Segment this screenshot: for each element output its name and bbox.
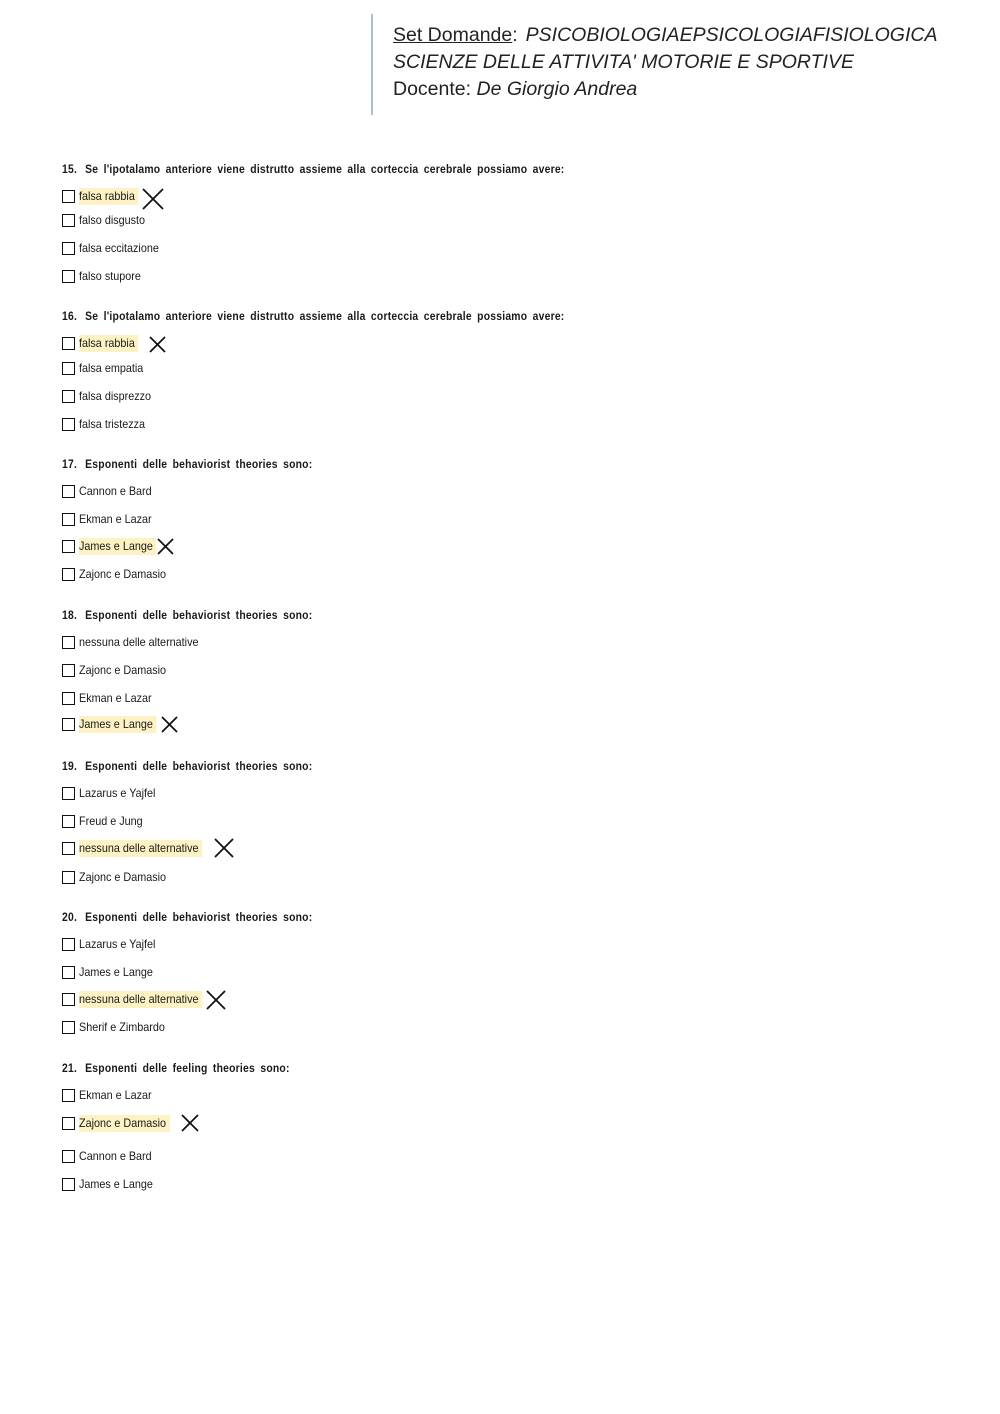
selected-answer-label: James e Lange	[79, 538, 156, 555]
question-number: 19.	[62, 761, 78, 773]
question-title	[62, 1063, 290, 1075]
checkbox-icon[interactable]	[62, 242, 75, 255]
answer-label: falsa eccitazione	[79, 240, 159, 255]
selected-answer-label: James e Lange	[79, 716, 156, 733]
question-number: 21.	[62, 1063, 78, 1075]
answer-label: falsa tristezza	[79, 416, 146, 431]
question-title	[62, 311, 564, 323]
question-number: 18.	[62, 610, 78, 622]
selected-answer-label: falsa rabbia	[79, 335, 138, 352]
checkbox-icon[interactable]	[62, 966, 75, 979]
question-text: Se l'ipotalamo anteriore viene distrutto assieme alla corteccia cerebrale possiamo avere:	[85, 164, 565, 176]
answer-option[interactable]	[62, 1174, 164, 1194]
checkbox-icon[interactable]	[62, 664, 75, 677]
answer-option[interactable]	[62, 838, 216, 858]
checkbox-icon[interactable]	[62, 1089, 75, 1102]
answer-option[interactable]	[62, 714, 165, 734]
question-number: 16.	[62, 311, 78, 323]
degree-title	[393, 49, 953, 76]
question-title	[62, 459, 312, 471]
answer-option[interactable]	[62, 1146, 163, 1166]
course-title-word: E	[679, 24, 693, 46]
answer-label: Lazarus e Yajfel	[79, 785, 156, 800]
answer-option[interactable]	[62, 783, 167, 803]
cross-mark-icon	[157, 538, 174, 555]
answer-option[interactable]	[62, 358, 153, 378]
answer-option[interactable]	[62, 210, 155, 230]
checkbox-icon[interactable]	[62, 568, 75, 581]
answer-label: Zajonc e Damasio	[79, 869, 167, 884]
answer-option[interactable]	[62, 660, 179, 680]
course-title	[526, 22, 938, 49]
answer-label: falsa disprezzo	[79, 388, 152, 403]
question-number: 20.	[62, 912, 78, 924]
checkbox-icon[interactable]	[62, 871, 75, 884]
question-number: 17.	[62, 459, 78, 471]
question-number: 15.	[62, 164, 78, 176]
course-title-word: PSICOBIOLOGIA	[525, 24, 680, 46]
checkbox-icon[interactable]	[62, 1150, 75, 1163]
checkbox-icon[interactable]	[62, 540, 75, 553]
cross-mark-icon	[161, 716, 178, 733]
question-title	[62, 761, 312, 773]
answer-option[interactable]	[62, 811, 153, 831]
header-divider	[371, 14, 373, 115]
answer-label: Sherif e Zimbardo	[79, 1019, 165, 1034]
selected-answer-label: nessuna delle alternative	[79, 840, 202, 857]
set-label: Set Domande	[393, 24, 513, 46]
answer-label: Cannon e Bard	[79, 483, 152, 498]
answer-label: falso stupore	[79, 268, 141, 283]
answer-option[interactable]	[62, 481, 163, 501]
answer-option[interactable]	[62, 564, 179, 584]
answer-option[interactable]	[62, 186, 145, 206]
teacher-label: Docente:	[393, 78, 472, 100]
answer-label: Zajonc e Damasio	[79, 566, 167, 581]
answer-option[interactable]	[62, 414, 155, 434]
checkbox-icon[interactable]	[62, 1117, 75, 1130]
answer-option[interactable]	[62, 934, 167, 954]
question-text: Esponenti delle behaviorist theories sono:	[85, 459, 313, 471]
question-title	[62, 164, 564, 176]
answer-label: James e Lange	[79, 964, 153, 979]
answer-label: Ekman e Lazar	[79, 511, 152, 526]
course-title-word: PSICOLOGIA	[692, 24, 813, 46]
document-header	[393, 22, 953, 103]
checkbox-icon[interactable]	[62, 815, 75, 828]
answer-option[interactable]	[62, 333, 145, 353]
question-title	[62, 610, 312, 622]
teacher-name: De Giorgio Andrea	[476, 78, 638, 100]
answer-option[interactable]	[62, 238, 171, 258]
question-text: Esponenti delle behaviorist theories sono:	[85, 761, 313, 773]
checkbox-icon[interactable]	[62, 842, 75, 855]
cross-mark-icon	[206, 990, 226, 1010]
checkbox-icon[interactable]	[62, 636, 75, 649]
question-text: Esponenti delle feeling theories sono:	[85, 1063, 290, 1075]
answer-option[interactable]	[62, 266, 151, 286]
answer-label: Freud e Jung	[79, 813, 143, 828]
selected-answer-label: falsa rabbia	[79, 188, 138, 205]
question-title	[62, 912, 312, 924]
checkbox-icon[interactable]	[62, 718, 75, 731]
answer-label: nessuna delle alternative	[79, 634, 199, 649]
answer-option[interactable]	[62, 536, 165, 556]
answer-label: Ekman e Lazar	[79, 1087, 152, 1102]
answer-option[interactable]	[62, 386, 162, 406]
checkbox-icon[interactable]	[62, 787, 75, 800]
checkbox-icon[interactable]	[62, 938, 75, 951]
checkbox-icon[interactable]	[62, 390, 75, 403]
answer-label: James e Lange	[79, 1176, 153, 1191]
checkbox-icon[interactable]	[62, 993, 75, 1006]
checkbox-icon[interactable]	[62, 1178, 75, 1191]
question-text: Esponenti delle behaviorist theories sono:	[85, 912, 313, 924]
checkbox-icon[interactable]	[62, 270, 75, 283]
cross-mark-icon	[149, 336, 166, 353]
cross-mark-icon	[214, 838, 234, 858]
answer-label: Zajonc e Damasio	[79, 662, 167, 677]
answer-option[interactable]	[62, 1017, 177, 1037]
checkbox-icon[interactable]	[62, 337, 75, 350]
answer-option[interactable]	[62, 1085, 163, 1105]
checkbox-icon[interactable]	[62, 485, 75, 498]
answer-option[interactable]	[62, 688, 163, 708]
checkbox-icon[interactable]	[62, 214, 75, 227]
header-course-line	[393, 22, 938, 49]
question-text: Se l'ipotalamo anteriore viene distrutto assieme alla corteccia cerebrale possiamo avere:	[85, 311, 565, 323]
answer-option[interactable]	[62, 1113, 180, 1133]
checkbox-icon[interactable]	[62, 513, 75, 526]
question-text: Esponenti delle behaviorist theories sono:	[85, 610, 313, 622]
answer-label: Ekman e Lazar	[79, 690, 152, 705]
checkbox-icon[interactable]	[62, 362, 75, 375]
answer-label: falso disgusto	[79, 212, 146, 227]
answer-option[interactable]	[62, 867, 179, 887]
degree-title-text: SCIENZE DELLE ATTIVITA' MOTORIE E SPORTIVE	[393, 51, 854, 73]
answer-label: falsa empatia	[79, 360, 144, 375]
teacher-line	[393, 76, 953, 103]
answer-label: Cannon e Bard	[79, 1148, 152, 1163]
checkbox-icon[interactable]	[62, 1021, 75, 1034]
selected-answer-label: nessuna delle alternative	[79, 991, 202, 1008]
set-label-colon: :	[512, 24, 518, 46]
answer-label: Lazarus e Yajfel	[79, 936, 156, 951]
checkbox-icon[interactable]	[62, 418, 75, 431]
checkbox-icon[interactable]	[62, 692, 75, 705]
answer-option[interactable]	[62, 989, 216, 1009]
answer-option[interactable]	[62, 632, 215, 652]
cross-mark-icon	[142, 188, 164, 210]
answer-option[interactable]	[62, 962, 164, 982]
selected-answer-label: Zajonc e Damasio	[79, 1115, 170, 1132]
cross-mark-icon	[181, 1114, 199, 1132]
answer-option[interactable]	[62, 509, 163, 529]
course-title-word: FISIOLOGICA	[812, 24, 938, 46]
checkbox-icon[interactable]	[62, 190, 75, 203]
